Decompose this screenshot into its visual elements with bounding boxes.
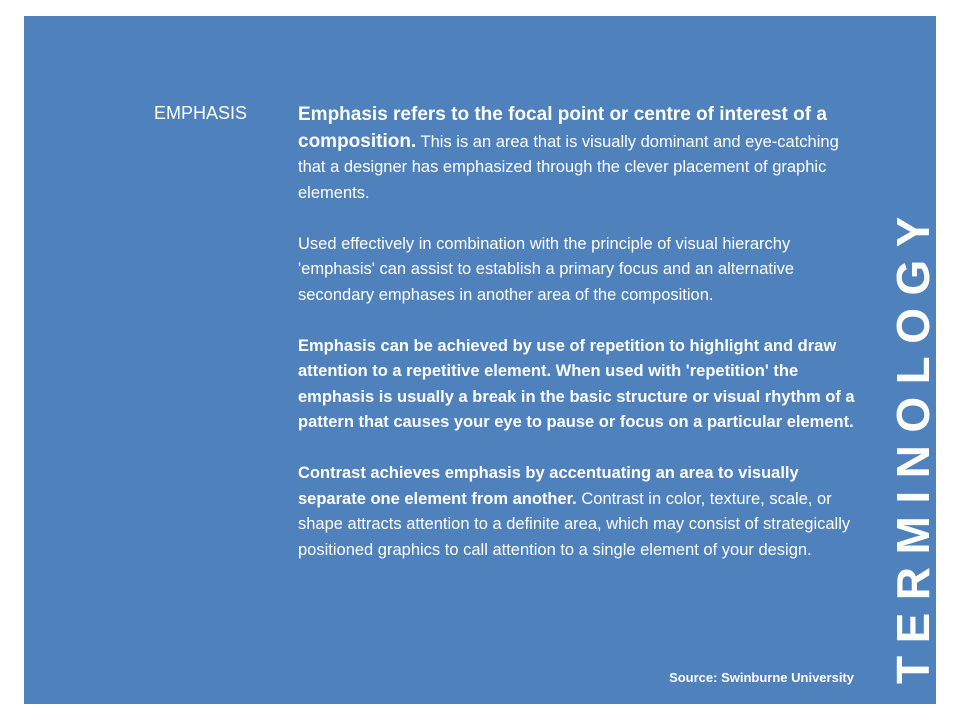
vertical-title: TERMINOLOGY — [887, 204, 939, 684]
slide-panel — [24, 16, 939, 704]
contrast-rest: Contrast in color, texture, scale, or shape attracts attention to a definite area, which may consist of strategically positioned graphics to call attention to a single element of your design. — [298, 489, 851, 559]
paragraph-repetition: Emphasis can be achieved by use of repetition to highlight and draw attention to a repetitive element. When used with 'repetition' the emphasis is usually a break in the basic structure or visual rhythm of a pattern that causes your eye to pause or focus on a particular element. — [298, 336, 855, 431]
term-label: EMPHASIS — [154, 103, 248, 123]
definition-body — [298, 102, 858, 589]
paragraph-definition — [298, 102, 858, 206]
definition-lead: Emphasis refers to the focal point or centre of interest of a composition. — [298, 104, 827, 152]
contrast-lead: Contrast achieves emphasis by accentuating an area to visually separate one element from another. — [298, 464, 799, 508]
source-citation: Source: Swinburne University — [669, 670, 854, 685]
paragraph-contrast — [298, 461, 858, 563]
definition-rest: This is an area that is visually dominant and eye-catching that a designer has emphasized through the clever placement of graphic elements. — [298, 132, 839, 202]
paragraph-hierarchy: Used effectively in combination with the principle of visual hierarchy 'emphasis' can assist to establish a primary focus and an alternative secondary emphases in another area of the composition. — [298, 234, 795, 304]
